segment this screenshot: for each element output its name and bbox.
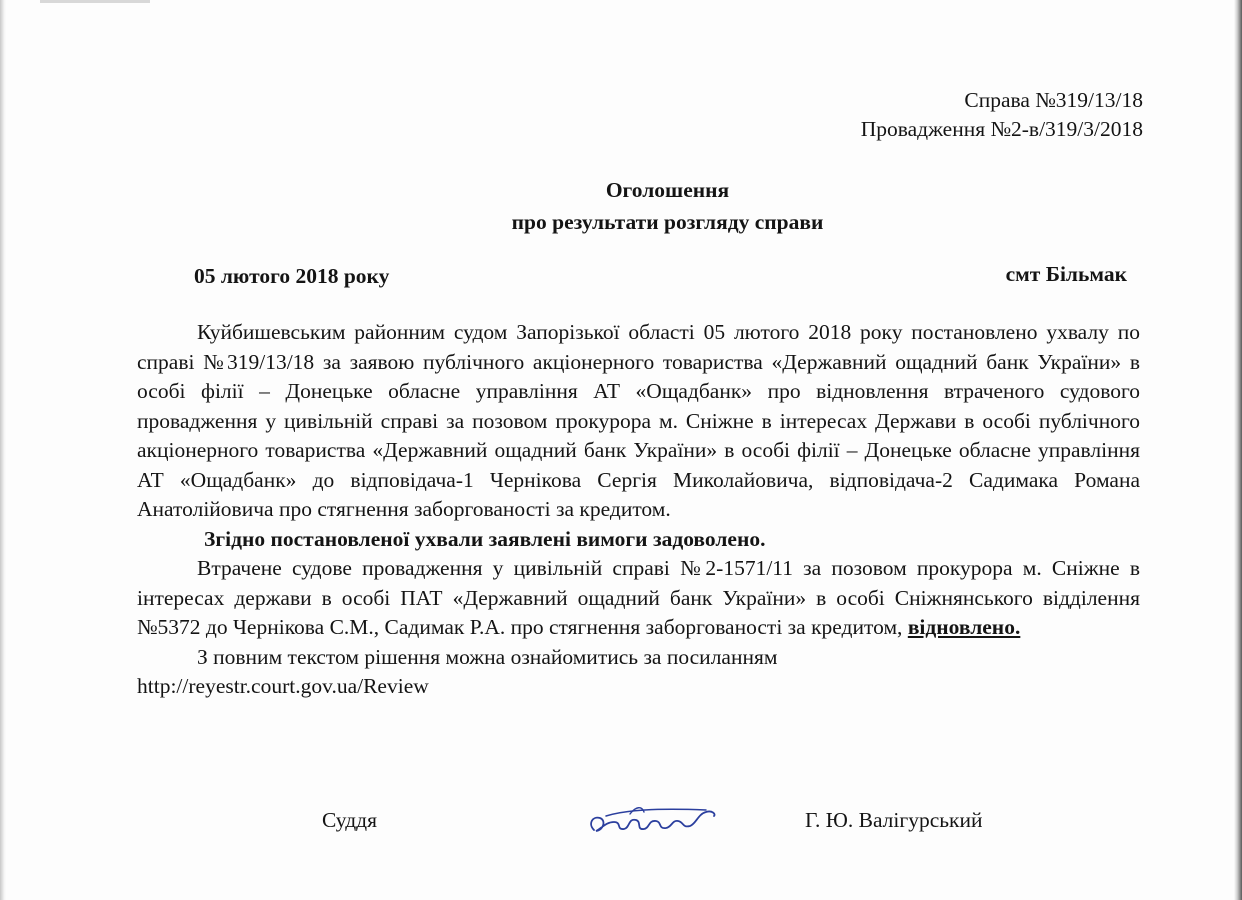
document-body (137, 318, 1140, 702)
paragraph-link (137, 643, 1140, 702)
scan-top-mark (40, 0, 150, 3)
paragraph-link-text: З повним текстом рішення можна ознайомитись за посиланням (197, 644, 778, 669)
judge-role: Суддя (322, 808, 377, 832)
case-number: Справа №319/13/18 (964, 88, 1143, 112)
document-title (0, 174, 1242, 238)
review-link[interactable]: http://reyestr.court.gov.ua/Review (137, 674, 429, 698)
scan-edge-right (1234, 0, 1242, 900)
judge-name: Г. Ю. Валігурський (805, 808, 983, 832)
paragraph-ruling: Куйбишевським районним судом Запорізької області 05 лютого 2018 року постановлено ухвалу по справі №319/13/18 за заявою публічного акціонерного товариства «Державний ощадний банк України» в особі філії – Донецьке обласне управління АТ «Ощадбанк» про відновлення втраченого судового провадження у цивільній справі за позовом прокурора м. Сніжне в інтересах Держави в особі публічного акціонерного товариства «Державний ощадний банк України» в особі філії – Донецьке обласне управління АТ «Ощадбанк» до відповідача-1 Чернікова Сергія Миколайовича, відповідача-2 Садимака Романа Анатолійовича про стягнення заборгованості за кредитом. (137, 320, 1140, 521)
paragraph-restored-text: Втрачене судове провадження у цивільній справі №2-1571/11 за позовом прокурора м. Сніжне в інтересах держави в особі ПАТ «Державний ощадний банк України» в особі Сніжнянського відділення №5372 до Чернікова С.М., Садимак Р.А. про стягнення заборгованості за кредитом, (137, 556, 1140, 639)
case-header (861, 86, 1143, 144)
proceeding-number: Провадження №2-в/319/3/2018 (860, 117, 1143, 141)
title-line-1: Оголошення (605, 178, 730, 202)
document-place: смт Більмак (1005, 262, 1127, 286)
handwritten-signature (586, 800, 736, 842)
paragraph-restored (137, 554, 1140, 643)
paragraph-decision: Згідно постановленої ухвали заявлені вимоги задоволено. (204, 526, 766, 551)
restored-result: відновлено. (907, 615, 1021, 639)
scan-edge-left (0, 0, 6, 900)
document-date: 05 лютого 2018 року (194, 264, 390, 288)
title-line-2: про результати розгляду справи (511, 210, 824, 234)
